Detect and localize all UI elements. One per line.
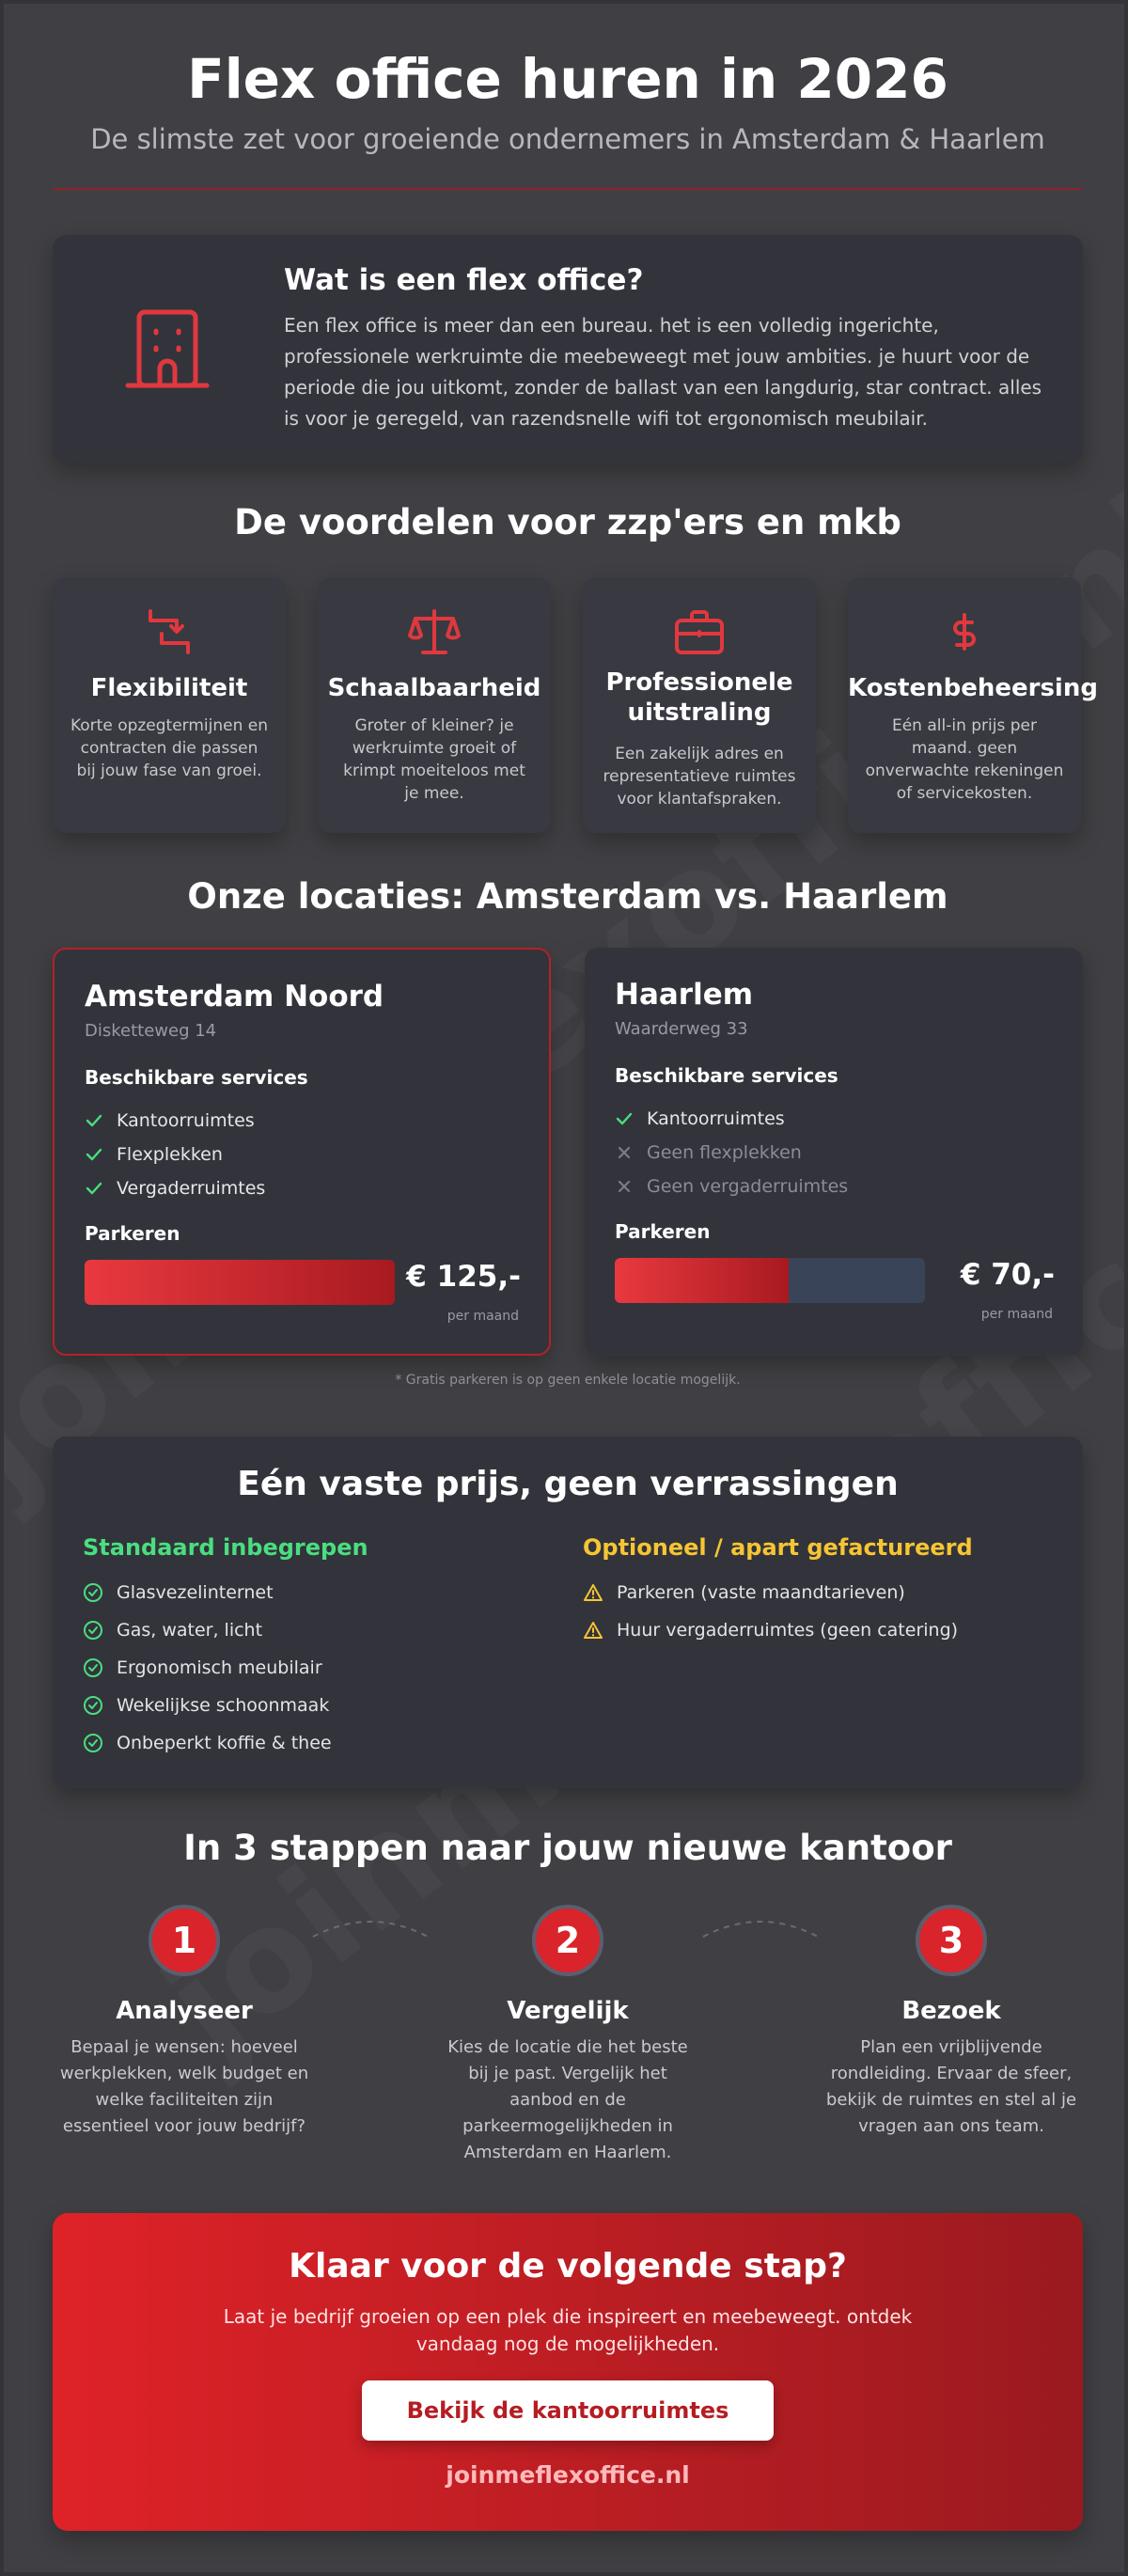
optional-list bbox=[583, 1574, 973, 1649]
website-link[interactable]: joinmeflexoffice.nl bbox=[446, 2461, 690, 2489]
service-item bbox=[85, 1171, 265, 1205]
included-column bbox=[83, 1534, 368, 1762]
included-item bbox=[83, 1649, 368, 1687]
step-number: 1 bbox=[149, 1905, 220, 1976]
location-name: Haarlem bbox=[615, 978, 754, 1012]
benefit-text: Groter of kleiner? je werkruimte groeit of krimpt moeiteloos met je mee. bbox=[343, 716, 525, 803]
benefit-card-flexibility bbox=[53, 577, 286, 833]
benefits-title: De voordelen voor zzp'ers en mkb bbox=[234, 502, 901, 542]
step-number: 2 bbox=[532, 1905, 603, 1976]
step-number: 3 bbox=[916, 1905, 987, 1976]
included-title: Standaard inbegrepen bbox=[83, 1534, 368, 1561]
cta-title: Klaar voor de volgende stap? bbox=[289, 2247, 847, 2285]
step-text: Plan een vrijblijvende rondleiding. Ervaar de sfeer, bekijk de ruimtes en stel al je vragen aan ons team. bbox=[825, 2037, 1077, 2136]
check-circle-icon bbox=[83, 1695, 117, 1716]
check-circle-icon bbox=[83, 1733, 117, 1753]
service-label: Kantoorruimtes bbox=[117, 1110, 255, 1131]
optional-title: Optioneel / apart gefactureerd bbox=[583, 1534, 973, 1561]
per-month-label: per maand bbox=[446, 1309, 519, 1324]
included-label: Onbeperkt koffie & thee bbox=[117, 1733, 332, 1753]
pricing-card bbox=[53, 1437, 1083, 1788]
benefit-card-scalability bbox=[318, 577, 551, 833]
check-icon bbox=[85, 1145, 117, 1164]
benefit-card-costs bbox=[848, 577, 1098, 833]
check-icon bbox=[85, 1111, 117, 1130]
parking-footnote: * Gratis parkeren is op geen enkele locatie mogelijk. bbox=[395, 1373, 741, 1388]
step-visit bbox=[823, 1905, 1079, 2140]
check-circle-icon bbox=[83, 1620, 117, 1641]
included-item bbox=[83, 1724, 368, 1762]
included-label: Ergonomisch meubilair bbox=[117, 1657, 322, 1678]
hero-divider bbox=[53, 188, 1083, 190]
parking-bar-fill bbox=[85, 1260, 395, 1305]
check-icon bbox=[85, 1179, 117, 1198]
optional-column bbox=[583, 1534, 973, 1649]
included-list bbox=[83, 1574, 368, 1762]
check-circle-icon bbox=[83, 1582, 117, 1603]
services-list bbox=[85, 1104, 265, 1205]
service-label: Flexplekken bbox=[117, 1144, 223, 1165]
benefit-title: Flexibiliteit bbox=[90, 674, 248, 702]
cta-banner bbox=[53, 2213, 1083, 2531]
intro-title: Wat is een flex office? bbox=[284, 263, 644, 297]
intro-card bbox=[53, 235, 1083, 463]
benefit-title: Professionele uitstraling bbox=[605, 668, 793, 727]
step-connector bbox=[699, 1912, 822, 1940]
check-circle-icon bbox=[83, 1657, 117, 1678]
parking-price-bar bbox=[85, 1260, 395, 1305]
optional-item bbox=[583, 1574, 973, 1611]
step-connector bbox=[309, 1912, 431, 1940]
parking-price-bar bbox=[615, 1258, 925, 1303]
benefit-card-professional bbox=[583, 577, 816, 833]
included-item bbox=[83, 1611, 368, 1649]
benefit-text: Korte opzegtermijnen en contracten die passen bij jouw fase van groei. bbox=[70, 716, 269, 780]
services-heading: Beschikbare services bbox=[615, 1064, 838, 1087]
parking-heading: Parkeren bbox=[85, 1222, 180, 1245]
step-text: Kies de locatie die het beste bij je past. Vergelijk het aanbod en de parkeermogelijkheden in Amsterdam en Haarlem. bbox=[447, 2037, 688, 2162]
warning-icon bbox=[583, 1620, 617, 1641]
step-compare bbox=[440, 1905, 696, 2166]
cross-icon bbox=[615, 1177, 647, 1196]
included-item bbox=[83, 1687, 368, 1724]
per-month-label: per maand bbox=[980, 1307, 1053, 1322]
service-item bbox=[615, 1102, 848, 1136]
service-item bbox=[85, 1138, 265, 1171]
service-label: Geen flexplekken bbox=[647, 1142, 802, 1163]
dollar-icon bbox=[848, 605, 1081, 658]
included-item bbox=[83, 1574, 368, 1611]
location-name: Amsterdam Noord bbox=[85, 980, 384, 1013]
service-item bbox=[615, 1136, 848, 1170]
service-label: Vergaderruimtes bbox=[117, 1178, 266, 1199]
view-offices-button[interactable]: Bekijk de kantoorruimtes bbox=[362, 2380, 774, 2441]
location-address: Disketteweg 14 bbox=[85, 1021, 217, 1041]
service-label: Geen vergaderruimtes bbox=[647, 1176, 849, 1197]
step-title: Analyseer bbox=[116, 1997, 253, 2025]
services-heading: Beschikbare services bbox=[85, 1066, 308, 1089]
step-analyse bbox=[56, 1905, 312, 2140]
benefit-text: Eén all-in prijs per maand. geen onverwachte rekeningen of servicekosten. bbox=[865, 716, 1064, 803]
step-text: Bepaal je wensen: hoeveel werkplekken, welk budget en welke faciliteiten zijn essentieel voor jouw bedrijf? bbox=[59, 2037, 309, 2136]
locations-title: Onze locaties: Amsterdam vs. Haarlem bbox=[187, 876, 948, 917]
warning-icon bbox=[583, 1582, 617, 1603]
step-title: Bezoek bbox=[901, 1997, 1001, 2025]
included-label: Wekelijkse schoonmaak bbox=[117, 1695, 330, 1716]
services-list bbox=[615, 1102, 848, 1203]
steps-title: In 3 stappen naar jouw nieuwe kantoor bbox=[183, 1828, 952, 1868]
flexibility-arrows-icon bbox=[53, 605, 286, 658]
pricing-title: Eén vaste prijs, geen verrassingen bbox=[237, 1465, 899, 1503]
parking-heading: Parkeren bbox=[615, 1220, 711, 1243]
check-icon bbox=[615, 1109, 647, 1128]
optional-label: Parkeren (vaste maandtarieven) bbox=[617, 1582, 905, 1603]
benefit-text: Een zakelijk adres en representatieve ruimtes voor klantafspraken. bbox=[603, 745, 796, 809]
included-label: Glasvezelinternet bbox=[117, 1582, 274, 1603]
hero bbox=[4, 41, 1128, 160]
parking-price: € 70,- bbox=[960, 1258, 1055, 1292]
briefcase-icon bbox=[583, 605, 816, 658]
included-label: Gas, water, licht bbox=[117, 1620, 263, 1641]
benefit-title: Schaalbaarheid bbox=[327, 674, 541, 702]
step-title: Vergelijk bbox=[507, 1997, 629, 2025]
location-card-amsterdam bbox=[53, 948, 551, 1356]
office-building-icon bbox=[120, 301, 214, 395]
scale-icon bbox=[318, 605, 551, 658]
intro-text: Een flex office is meer dan een bureau. het is een volledig ingerichte, professionele werkruimte die meebeweegt met jouw ambities. je huurt voor de periode die jou uitkomt, zonder de ballast van een langdurig, star contract. alles is voor je geregeld, van razendsnelle wifi tot ergonomisch meubilair. bbox=[284, 314, 1042, 430]
cross-icon bbox=[615, 1143, 647, 1162]
benefit-title: Kostenbeheersing bbox=[848, 674, 1098, 702]
page-title: Flex office huren in 2026 bbox=[187, 47, 948, 111]
service-label: Kantoorruimtes bbox=[647, 1108, 785, 1129]
cta-text: Laat je bedrijf groeien op een plek die inspireert en meebeweegt. ontdek vandaag nog de mogelijkheden. bbox=[223, 2305, 913, 2355]
optional-item bbox=[583, 1611, 973, 1649]
parking-bar-fill bbox=[615, 1258, 789, 1303]
page-subtitle: De slimste zet voor groeiende ondernemers in Amsterdam & Haarlem bbox=[90, 123, 1045, 155]
location-address: Waarderweg 33 bbox=[615, 1019, 748, 1039]
service-item bbox=[615, 1170, 848, 1203]
parking-price: € 125,- bbox=[406, 1260, 521, 1294]
service-item bbox=[85, 1104, 265, 1138]
optional-label: Huur vergaderruimtes (geen catering) bbox=[617, 1620, 959, 1641]
location-card-haarlem bbox=[585, 948, 1083, 1356]
